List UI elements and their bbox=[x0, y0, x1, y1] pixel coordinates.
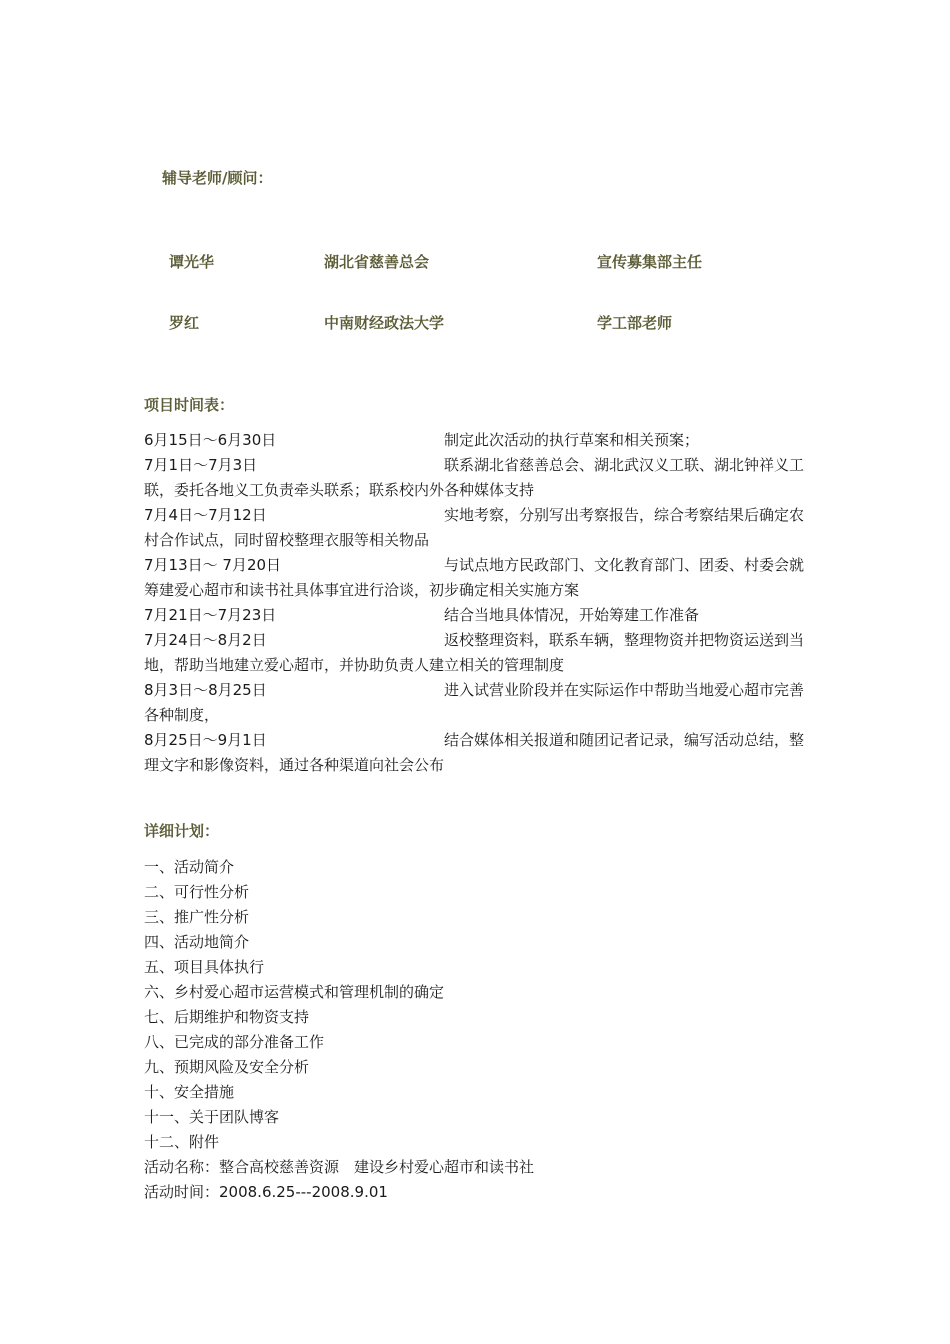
schedule-desc: 联系湖北省慈善总会、湖北武汉义工联、湖北钟祥义工联，委托各地义工负责牵头联系；联系校内外各种媒体支持 bbox=[144, 456, 805, 499]
schedule-list bbox=[144, 428, 804, 778]
schedule-desc: 返校整理资料，联系车辆，整理物资并把物资运送到当地，帮助当地建立爱心超市，并协助负责人建立相关的管理制度 bbox=[144, 631, 805, 674]
plan-item: 十一、关于团队博客 bbox=[144, 1108, 280, 1126]
schedule-desc: 进入试营业阶段并在实际运作中帮助当地爱心超市完善各种制度， bbox=[144, 681, 805, 724]
schedule-date: 7月1日～7月3日 bbox=[144, 456, 258, 474]
plan-item: 五、项目具体执行 bbox=[144, 958, 265, 976]
plan-item: 三、推广性分析 bbox=[144, 908, 250, 926]
schedule-row bbox=[144, 628, 804, 678]
activity-name: 活动名称：整合高校慈善资源 建设乡村爱心超市和读书社 bbox=[144, 1158, 535, 1176]
advisor-org: 中南财经政法大学 bbox=[324, 314, 445, 332]
schedule-desc: 结合媒体相关报道和随团记者记录，编写活动总结，整理文字和影像资料，通过各种渠道向社会公布 bbox=[144, 731, 805, 774]
advisor-name: 谭光华 bbox=[169, 253, 215, 271]
plan-item: 八、已完成的部分准备工作 bbox=[144, 1033, 325, 1051]
plan-heading: 详细计划： bbox=[144, 822, 220, 840]
plan-item: 二、可行性分析 bbox=[144, 883, 250, 901]
schedule-desc: 实地考察，分别写出考察报告，综合考察结果后确定农村合作试点，同时留校整理衣服等相关物品 bbox=[144, 506, 805, 549]
advisor-name: 罗红 bbox=[169, 314, 200, 332]
plan-item: 四、活动地简介 bbox=[144, 933, 250, 951]
plan-item: 十二、附件 bbox=[144, 1133, 220, 1151]
advisor-org: 湖北省慈善总会 bbox=[324, 253, 430, 271]
schedule-heading: 项目时间表： bbox=[144, 396, 235, 414]
schedule-row bbox=[144, 428, 804, 453]
schedule-row bbox=[144, 728, 804, 778]
schedule-date: 7月13日～ 7月20日 bbox=[144, 556, 282, 574]
plan-list bbox=[144, 855, 534, 1205]
schedule-row bbox=[144, 678, 804, 728]
advisor-role: 学工部老师 bbox=[597, 314, 673, 332]
advisor-role: 宣传募集部主任 bbox=[597, 253, 703, 271]
schedule-row bbox=[144, 553, 804, 603]
schedule-row bbox=[144, 453, 804, 503]
plan-item: 九、预期风险及安全分析 bbox=[144, 1058, 310, 1076]
advisors-heading: 辅导老师/顾问： bbox=[162, 169, 273, 187]
schedule-row bbox=[144, 503, 804, 553]
plan-item: 六、乡村爱心超市运营模式和管理机制的确定 bbox=[144, 983, 445, 1001]
schedule-date: 8月25日～9月1日 bbox=[144, 731, 267, 749]
schedule-date: 7月4日～7月12日 bbox=[144, 506, 267, 524]
schedule-desc: 与试点地方民政部门、文化教育部门、团委、村委会就筹建爱心超市和读书社具体事宜进行洽谈，初步确定相关实施方案 bbox=[144, 556, 805, 599]
schedule-row bbox=[144, 603, 804, 628]
plan-item: 十、安全措施 bbox=[144, 1083, 235, 1101]
schedule-date: 8月3日～8月25日 bbox=[144, 681, 267, 699]
plan-item: 七、后期维护和物资支持 bbox=[144, 1008, 310, 1026]
schedule-desc: 结合当地具体情况，开始筹建工作准备 bbox=[444, 606, 700, 624]
schedule-date: 7月21日～7月23日 bbox=[144, 606, 277, 624]
activity-time: 活动时间：2008.6.25---2008.9.01 bbox=[144, 1183, 388, 1201]
schedule-desc: 制定此次活动的执行草案和相关预案； bbox=[444, 431, 700, 449]
schedule-date: 7月24日～8月2日 bbox=[144, 631, 267, 649]
schedule-date: 6月15日～6月30日 bbox=[144, 431, 277, 449]
plan-item: 一、活动简介 bbox=[144, 858, 235, 876]
